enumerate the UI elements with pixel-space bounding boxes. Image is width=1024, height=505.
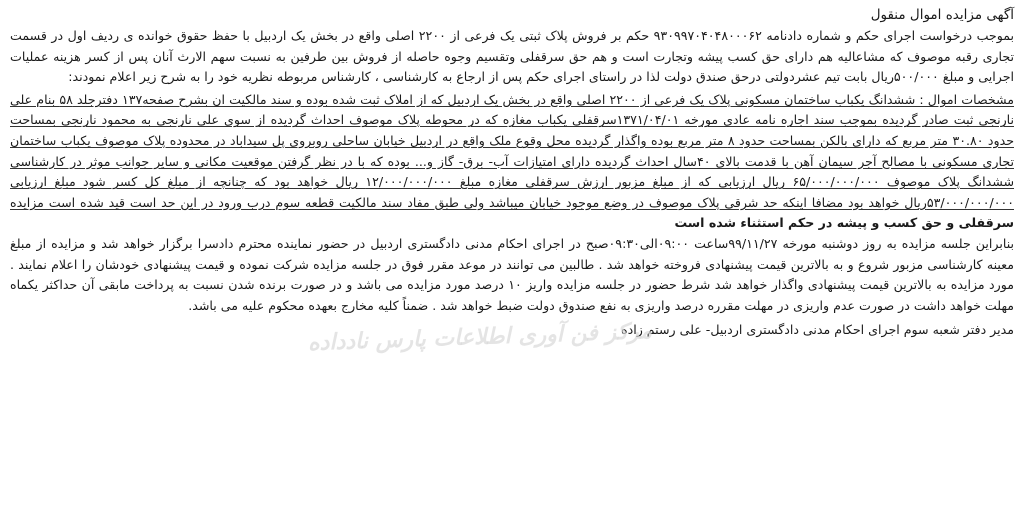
auction-details-paragraph: بنابراین جلسه مزایده به روز دوشنبه مورخه ۹۹/۱۱/۲۷ساعت ۰۹:۰۰الی۰۹:۳۰صبح در اجرای احکام مدنی دادگستری اردبیل در حضور نماینده محترم دادسرا برگزار خواهد شد و مزایده از مبلغ معینه کارشناسی مزبور شروع و به بالاترین قیمت پیشنهادی فروخته خواهد شد . طالبین می توانند در موعد مقرر فوق در جلسه مزایده شرکت نموده و قیمت پیشنهادی خودشان را اعلام نمایند . مورد مزایده به بالاترین قیمت پیشنهادی واگذار خواهد شد شرط حضور در جلسه مزایده واریز ۱۰ درصد مورد مزایده می باشد و در صورت برنده شدن نسبت به پرداخت مابقی آن حداکثر یکماه مهلت خواهد داشت در صورت عدم واریزی در مهلت مقرره درصد واریزی به نفع صندوق دولت ضبط خواهد شد . ضمناً کلیه مخارج بعهده محکوم علیه می باشد. (10, 235, 1014, 313)
svg-text:مرکز فن آوری اطلاعات پارس نادد: مرکز فن آوری اطلاعات پارس نادداده (307, 319, 653, 356)
signature-line: مدیر دفتر شعبه سوم اجرای احکام مدنی دادگستری اردبیل- علی رستم زاده (621, 322, 1014, 338)
notice-title: آگهی مزایده اموال منقول (870, 7, 1014, 23)
intro-paragraph: بموجب درخواست اجرای حکم و شماره دادنامه ۹۳۰۹۹۷۰۴۰۴۸۰۰۰۶۲ حکم بر فروش پلاک ثبتی یک فرعی از ۲۲۰۰ اصلی واقع در بخش یک اردبیل با حفظ حقوق خوانده ی ردیف اول در قسمت تجاری رقبه موصوف که مشاعالیه هم دارای حق کسب پیشه وتجارت است و هم حق سرقفلی وتقسیم وجوه حاصله از فروش بین طرفین به نسبت سهم الارث آنان پس از کسر هزینه عملیات اجرایی و مبلغ ۵۰۰/۰۰۰ریال بابت تیم عشردولتی درحق صندق دولت لذا در راستای اجرای حکم پس از ارجاع به کارشناسی ، کارشناس مربوطه نظریه خود را به شرح زیر اعلام نمودند: (10, 28, 1015, 85)
property-specs-paragraph (10, 90, 1014, 234)
property-specs-text: مشخصات اموال : ششدانگ یکباب ساختمان مسکونی پلاک یک فرعی از ۲۲۰۰ اصلی واقع در بخش یک اردبیل که از املاک ثبت شده بوده و سند مالکیت ان بشرح صفحه۱۳۷ دفترجلد ۵۸ بنام علی نارنجی ثبت صادر گردیده بموجب سند اجاره نامه عادی مورخه ۱۳۷۱/۰۴/۰۱سرقفلی یکباب مغازه که در محوطه پلاک موصوف احداث گردیده از سوی علی نارنجی به محمود نارنجی بمساحت حدود ۳۰.۸۰ متر مربع که دارای بالکن بمساحت حدود ۸ متر مربع بوده واگذار گردیده محل وقوع ملک واقع در اردبیل خیابان ساحلی روبروی پل سیداباد در محدوده پلاک موصوف یکباب ساختمان تجاری مسکونی با مصالح آجر سیمان آهن با قدمت بالای ۴۰سال احداث گردیده دارای امتیازات آب- برق- گاز و... بوده که با در نظر گرفتن موقعیت مکانی و سایر جوانب موثر در کارشناسی ششدانگ پلاک موصوف ۶۵/۰۰۰/۰۰۰/۰۰۰ ریال ارزیابی که از مبلغ مزبور ارزش سرقفلی مغازه مبلغ ۱۲/۰۰۰/۰۰۰/۰۰۰ ریال خواهد بود که چنانچه از مبلغ کل کسر شود مبلغ ارزیابی ۵۳/۰۰۰/۰۰۰/۰۰۰ریال خواهد بود مضافا اینکه حد شرقی پلاک موصوف در وضع موجود خیابان میباشد ولی طبق مفاد سند مالکیت قطعه سوم درب ورود در این حد است قید شده است مزایده (10, 91, 1015, 210)
goodwill-exception-text: سرقفلی و حق کسب و پیشه در حکم استثناء شده است (674, 215, 1014, 231)
